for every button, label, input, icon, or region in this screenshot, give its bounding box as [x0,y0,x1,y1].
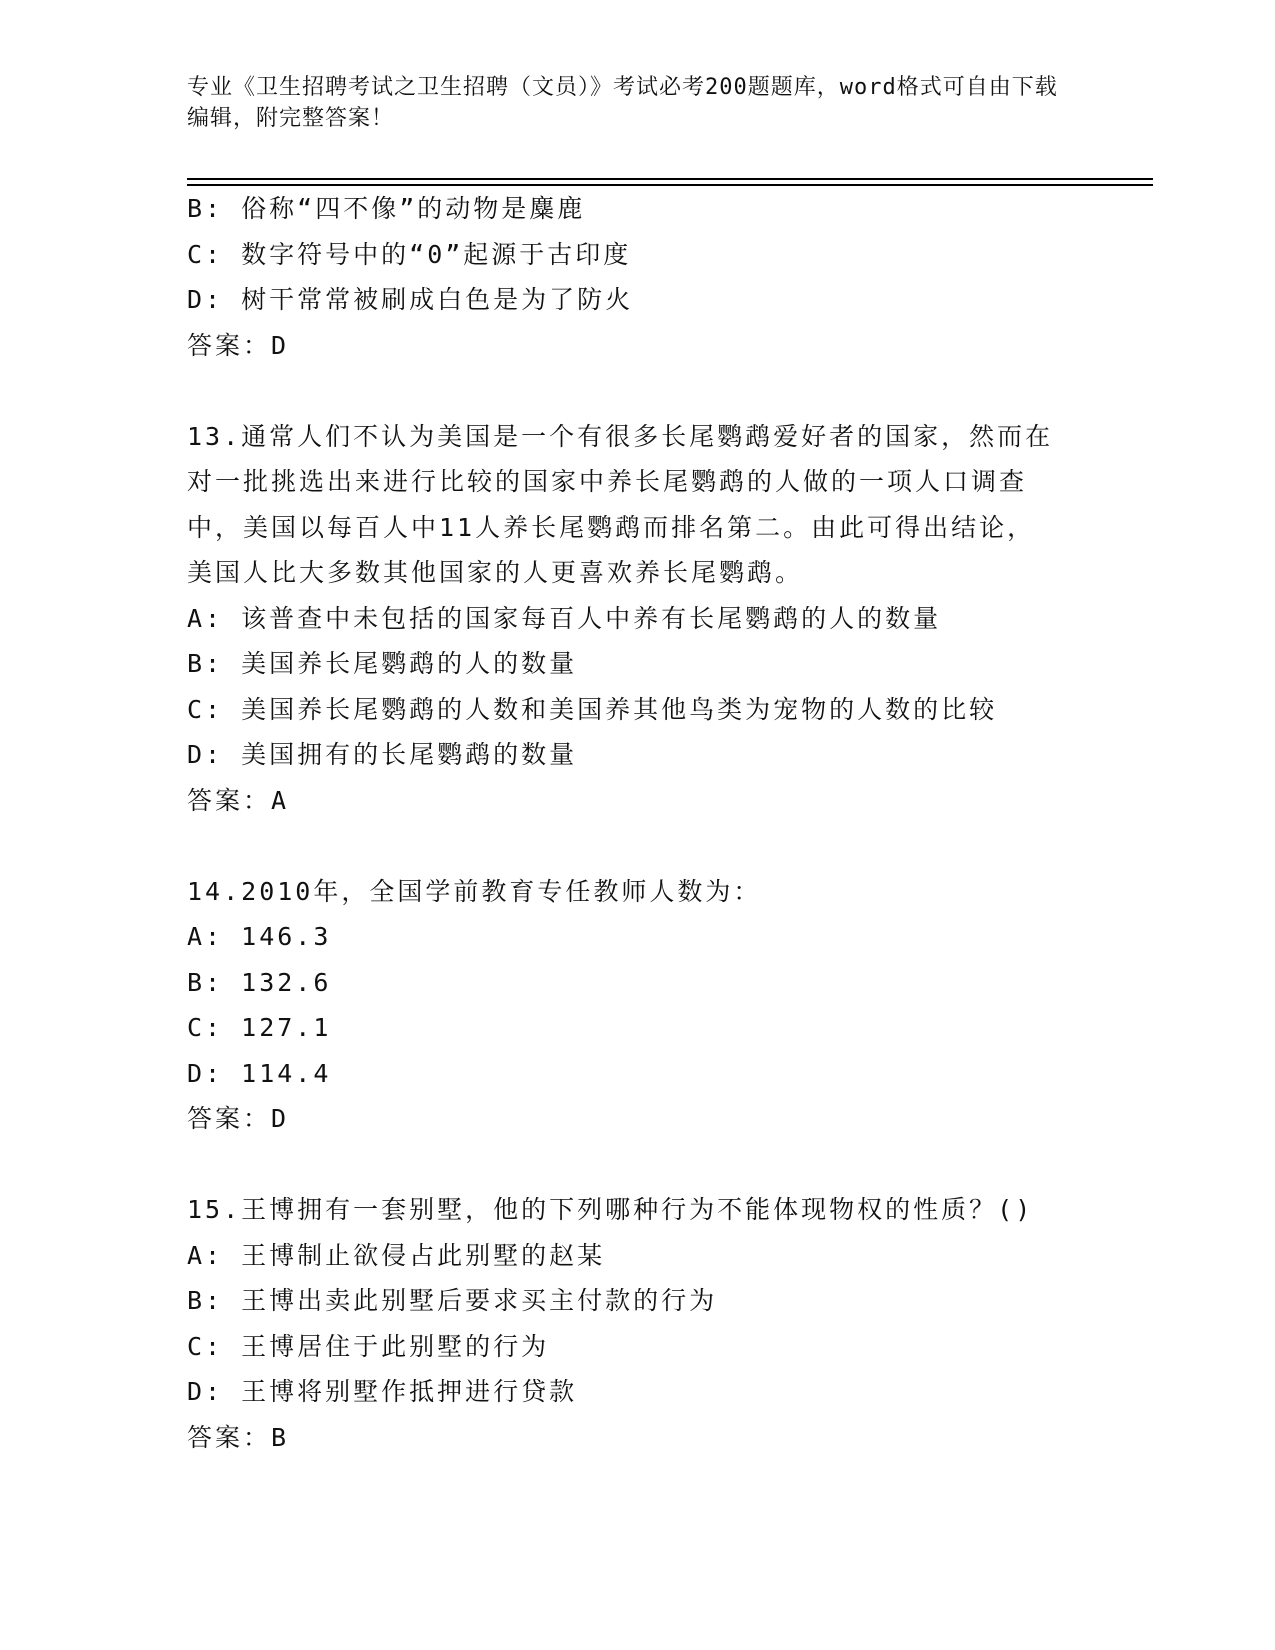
option-d: D: 树干常常被刷成白色是为了防火 [187,285,634,314]
option-b: B: 美国养长尾鹦鹉的人的数量 [187,649,578,678]
option-d: D: 114.4 [187,1058,332,1088]
question-13 [187,414,1077,824]
question-stem-line: 中，美国以每百人中11人养长尾鹦鹉而排名第二。由此可得出结论， [187,512,1036,542]
option-b: B: 132.6 [187,967,332,997]
option-a: A: 146.3 [187,922,332,951]
option-a: A: 王博制止欲侵占此别墅的赵某 [187,1240,606,1270]
option-c: C: 127.1 [187,1013,332,1042]
option-d: D: 美国拥有的长尾鹦鹉的数量 [187,740,578,769]
spacer [187,1142,1077,1188]
question-12 [187,186,1077,368]
document-header: 专业《卫生招聘考试之卫生招聘（文员）》考试必考200题题库，word格式可自由下载编辑，附完整答案！ [187,75,1058,131]
question-stem: 15.王博拥有一套别墅，他的下列哪种行为不能体现物权的性质？() [187,1195,1034,1224]
option-c: C: 数字符号中的“0”起源于古印度 [187,239,632,269]
spacer [187,368,1077,414]
question-stem-line: 对一批挑选出来进行比较的国家中养长尾鹦鹉的人做的一项人口调查 [187,467,1028,496]
spacer [187,823,1077,869]
answer: 答案：D [187,330,290,360]
option-c: C: 王博居住于此别墅的行为 [187,1331,550,1361]
question-14 [187,869,1077,1142]
question-15 [187,1187,1077,1460]
option-b: B: 俗称“四不像”的动物是麋鹿 [187,194,586,223]
question-list [187,186,1077,1460]
answer: 答案：D [187,1104,290,1133]
option-b: B: 王博出卖此别墅后要求买主付款的行为 [187,1286,718,1315]
answer: 答案：B [187,1422,290,1452]
option-d: D: 王博将别墅作抵押进行贷款 [187,1377,578,1406]
question-stem: 14.2010年，全国学前教育专任教师人数为： [187,876,762,906]
header-divider-top [187,178,1153,180]
option-c: C: 美国养长尾鹦鹉的人数和美国养其他鸟类为宠物的人数的比较 [187,694,998,724]
option-a: A: 该普查中未包括的国家每百人中养有长尾鹦鹉的人的数量 [187,603,942,633]
answer: 答案：A [187,785,290,815]
question-stem-line: 13.通常人们不认为美国是一个有很多长尾鹦鹉爱好者的国家，然而在 [187,421,1054,451]
question-stem-line: 美国人比大多数其他国家的人更喜欢养长尾鹦鹉。 [187,558,804,587]
